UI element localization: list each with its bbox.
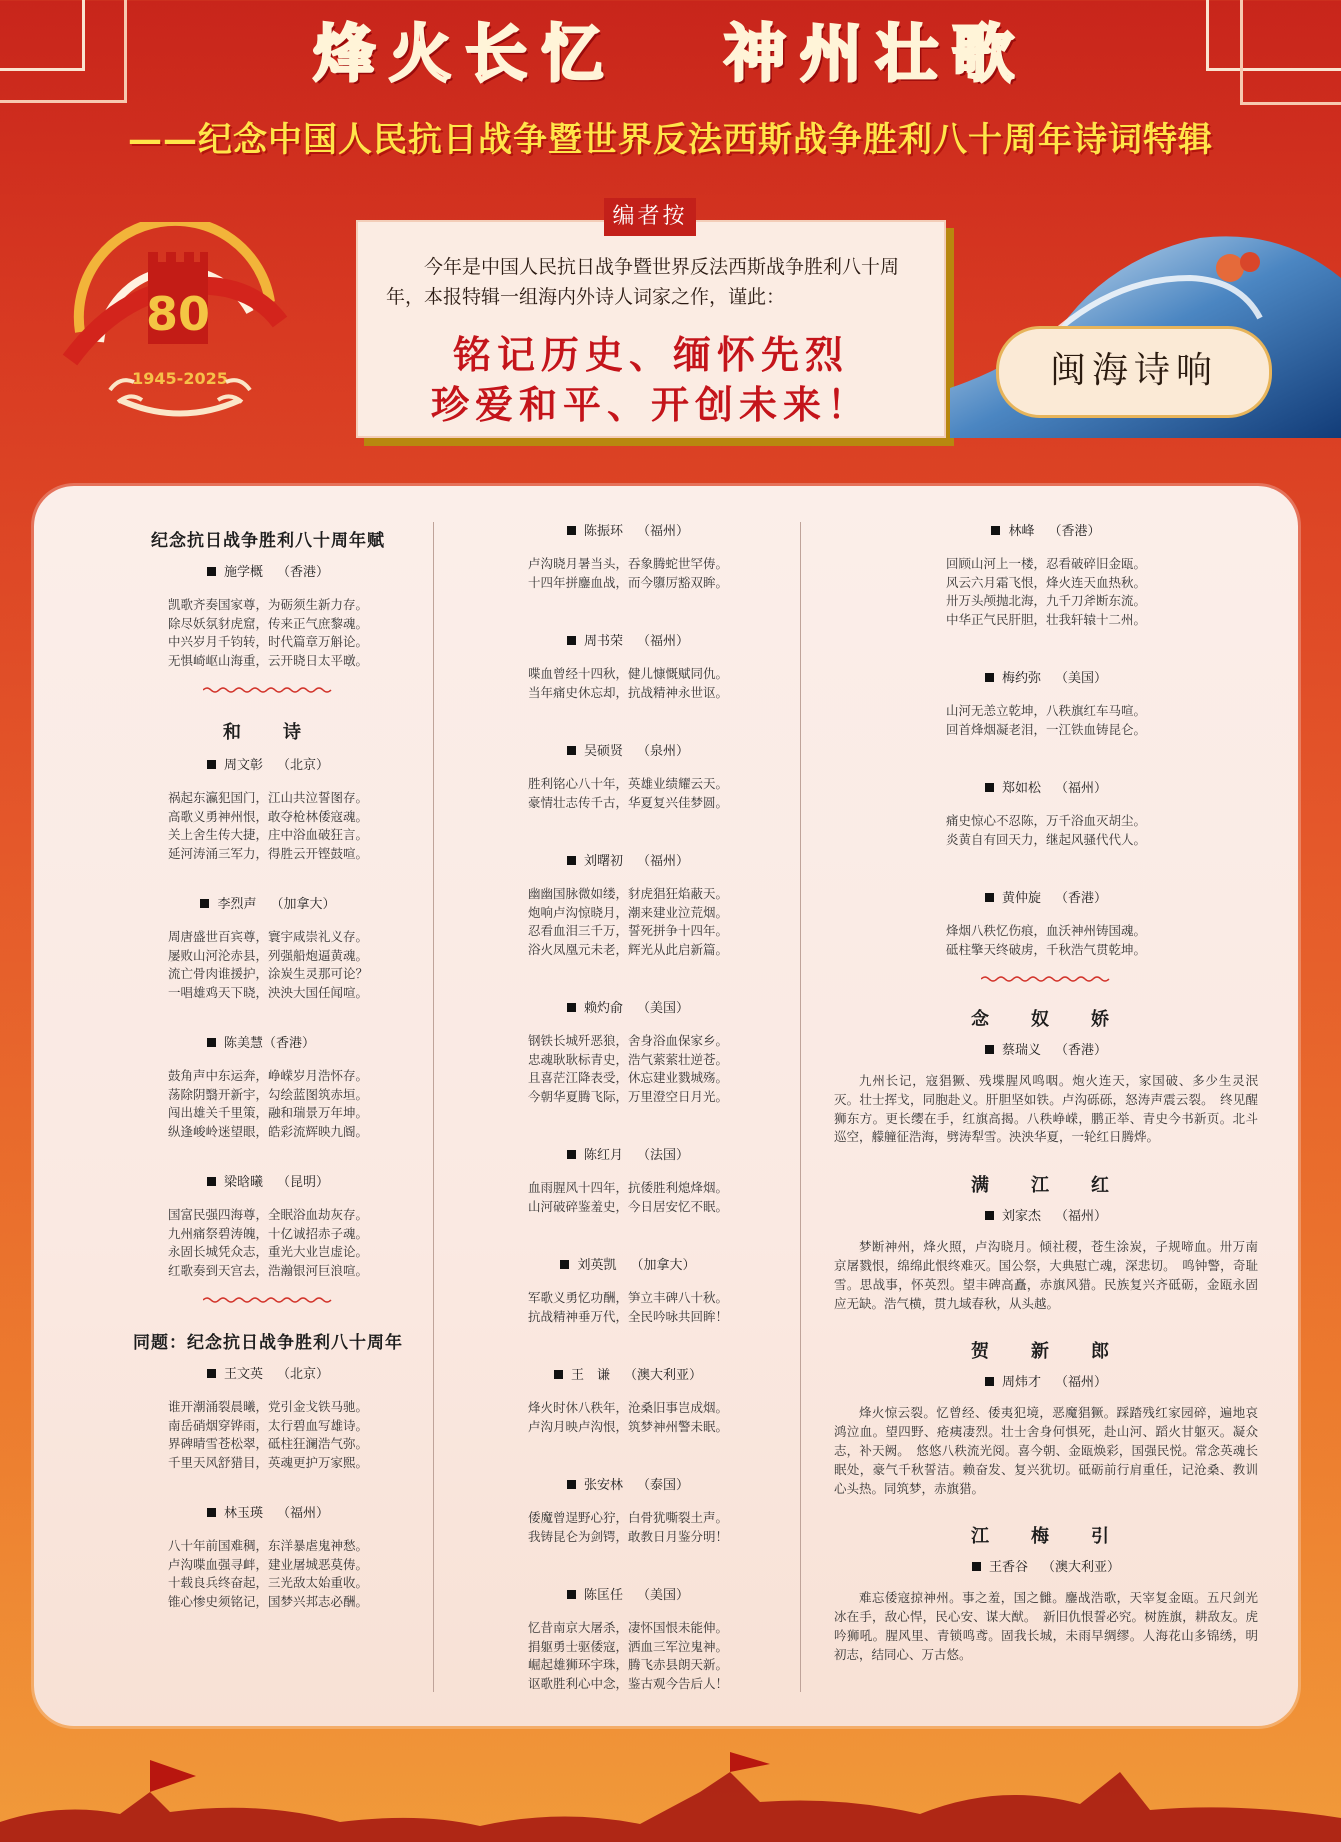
- poem-line: 回顾山河上一楼，忍看破碎旧金瓯。: [945, 556, 1146, 571]
- poem-line: 砥柱擎天终破虏，千秋浩气贯乾坤。: [945, 941, 1146, 957]
- anniversary-logo: [60, 222, 300, 432]
- poem-author: 王香谷 （澳大利亚）: [834, 1556, 1258, 1575]
- poem-line: 军歌义勇忆功酬，笋立丰碑八十秋。: [527, 1290, 728, 1305]
- poem-line: 今朝华夏腾飞际，万里澄空日月光。: [527, 1088, 728, 1104]
- poem-line: 幽幽国脉微如缕，豺虎猖狂焰蔽天。: [527, 886, 728, 901]
- poem-line: 千里天风舒猎目，英魂更护万家熙。: [167, 1454, 368, 1470]
- column-divider-2: [800, 522, 801, 1692]
- poem-line: 无惧崎岖山海重，云开晓日太平暾。: [167, 652, 368, 668]
- poem-author: 梁晗曦 （昆明）: [118, 1171, 418, 1190]
- poem-author: 赖灼俞 （美国）: [478, 997, 778, 1016]
- column-1: [118, 526, 418, 1611]
- poem-line: 山河无恙立乾坤，八秩旗红车马喧。: [945, 703, 1146, 718]
- poem-author: 陈匡任 （美国）: [478, 1584, 778, 1603]
- poem-line: 中华正气民肝胆，壮我轩辕十二州。: [945, 611, 1146, 627]
- poem-author: 黄仲旋 （香港）: [834, 887, 1258, 906]
- poem-line: 忆昔南京大屠杀，凄怀国恨未能伸。: [527, 1620, 728, 1635]
- poem-line: 鼓角声中东运奔，峥嵘岁月浩怀存。: [167, 1068, 368, 1083]
- poem-title: 满 江 红: [971, 1175, 1121, 1197]
- poem-title: 和 诗: [223, 722, 313, 743]
- poem-prose: 九州长记，寇猖獗、残堞腥风鸣咽。炮火连天，家国破、多少生灵泯灭。壮士挥戈，同胞赴义。肝胆坚如铁。卢沟砾砾，怒涛声震云裂。 终见醒狮东方。更长缨在手，红旗高揭。八秩峥嵘，鹏正举、青史今书新页。北斗巡空，艨艟征浩海，劈涛犁雪。泱泱华夏，一轮红日腾烨。: [834, 1073, 1258, 1145]
- poem-author: 陈振环 （福州）: [478, 520, 778, 539]
- poem-line: 除尽妖氛豺虎窟，传来正气庶黎魂。: [167, 615, 368, 631]
- poem-author: 刘曙初 （福州）: [478, 850, 778, 869]
- poem-author: 王文英 （北京）: [118, 1363, 418, 1382]
- poem-line: 钢铁长城歼恶狼，舍身浴血保家乡。: [527, 1033, 728, 1048]
- poem-line: 豪情壮志传千古，华夏复兴佳梦圆。: [527, 794, 728, 810]
- poem-author: 施学概 （香港）: [118, 561, 418, 580]
- poem-line: 卢沟晓月暑当头，吞象腾蛇世罕俦。: [527, 556, 728, 571]
- poem-line: 凯歌齐奏国家尊，为砺须生新力存。: [167, 597, 368, 612]
- editor-note-tag: 编者按: [604, 198, 696, 236]
- poem-line: 纵逢峻岭迷望眼，皓彩流辉映九阍。: [167, 1123, 368, 1139]
- poem-title: 同题：纪念抗日战争胜利八十周年: [133, 1333, 403, 1353]
- poem-line: 忍看血泪三千万，誓死拼争十四年。: [527, 923, 728, 938]
- poem-line: 炎黄自有回天力，继起风骚代代人。: [945, 831, 1146, 847]
- poem-line: 一唱雄鸡天下晓，泱泱大国任闻喧。: [167, 984, 368, 1000]
- logo-number: 80: [145, 287, 211, 341]
- poem-line: 炮响卢沟惊晓月，潮来建业泣荒烟。: [527, 904, 728, 920]
- poem-line: 卢沟喋血强寻衅，建业屠城恶莫俦。: [167, 1556, 368, 1572]
- column-2: [478, 520, 778, 1693]
- poem-line: 九州痛祭碧涛魄，十亿诚招赤子魂。: [167, 1225, 368, 1241]
- poem-line: 痛史惊心不忍陈，万千浴血灭胡尘。: [945, 813, 1146, 828]
- poem-line: 红歌奏到天宫去，浩瀚银河巨浪喧。: [167, 1262, 368, 1278]
- poem-line: 忠魂耿耿标青史，浩气萦萦壮逆苍。: [527, 1051, 728, 1067]
- poem-line: 捐躯勇士驱倭寇，洒血三军泣鬼神。: [527, 1638, 728, 1654]
- poem-author: 陈美慧（香港）: [118, 1032, 418, 1051]
- poem-line: 卢沟月映卢沟恨，筑梦神州警未眠。: [527, 1418, 728, 1434]
- poem-author: 周炜才 （福州）: [834, 1371, 1258, 1390]
- wavy-divider: [203, 686, 333, 694]
- poem-line: 十四年拼鏖血战，而今隳厉豁双眸。: [527, 574, 728, 590]
- poem-title: 贺 新 郎: [971, 1341, 1121, 1363]
- poem-line: 锥心惨史须铭记，国梦兴邦志必酬。: [167, 1593, 368, 1609]
- poem-author: 林峰 （香港）: [834, 520, 1258, 539]
- column-divider-1: [433, 522, 434, 1692]
- poem-author: 张安林 （泰国）: [478, 1474, 778, 1493]
- motto-line2: 珍爱和平、开创未来！: [430, 382, 871, 427]
- poem-author: 梅约弥 （美国）: [834, 667, 1258, 686]
- poem-line: 关上舍生传大捷，庄中浴血破狂言。: [167, 827, 368, 842]
- poem-line: 烽烟八秩忆伤痕，血沃神州铸国魂。: [945, 923, 1146, 938]
- poem-line: 南岳硝烟穿铧雨，太行碧血写雄诗。: [167, 1417, 368, 1433]
- poem-line: 当年痛史休忘却，抗战精神永世讴。: [527, 684, 728, 700]
- poem-line: 且喜茫江降表受，休忘建业戮城殇。: [527, 1070, 728, 1085]
- poem-line: 屡败山河沦赤县，列强船炮逼黄魂。: [167, 947, 368, 963]
- editor-note-box: [356, 220, 946, 438]
- poem-line: 永固长城凭众志，重光大业岂虚论。: [167, 1244, 368, 1259]
- poem-author: 周文彰 （北京）: [118, 754, 418, 773]
- poem-author: 吴硕贤 （泉州）: [478, 740, 778, 759]
- poem-author: 周书荣 （福州）: [478, 630, 778, 649]
- poem-line: 周唐盛世百宾尊，寰宇咸崇礼义存。: [167, 929, 368, 944]
- column-badge: 闽海诗响: [996, 326, 1272, 418]
- poem-line: 喋血曾经十四秋，健儿慷慨赋同仇。: [527, 666, 728, 681]
- poem-author: 林玉瑛 （福州）: [118, 1502, 418, 1521]
- poem-line: 闯出雄关千里策，融和瑞景万年坤。: [167, 1105, 368, 1120]
- poem-author: 王 谦 （澳大利亚）: [478, 1364, 778, 1383]
- poem-line: 荡除阴翳开新宇，勾绘蓝图筑赤垣。: [167, 1086, 368, 1102]
- page-subtitle: ——纪念中国人民抗日战争暨世界反法西斯战争胜利八十周年诗词特辑: [128, 120, 1213, 160]
- poem-line: 浴火凤凰元未老，辉光从此启新篇。: [527, 941, 728, 957]
- poem-line: 界碑晴雪苍松翠，砥柱狂澜浩气弥。: [167, 1436, 368, 1451]
- poem-line: 八十年前国难稠，东洋暴虐鬼神愁。: [167, 1538, 368, 1553]
- page-title: [0, 4, 1341, 90]
- poem-line: 十载良兵终奋起，三光敌太始重收。: [167, 1575, 368, 1590]
- editor-note-text: 今年是中国人民抗日战争暨世界反法西斯战争胜利八十周年，本报特辑一组海内外诗人词家之作，谨此：: [386, 256, 900, 308]
- poem-line: 中兴岁月千钧转，时代篇章万斛论。: [167, 634, 368, 649]
- wavy-divider: [981, 975, 1111, 983]
- poem-line: 山河破碎鉴羞史，今日居安忆不眠。: [527, 1198, 728, 1214]
- poem-line: 胜利铭心八十年，英雄业绩耀云天。: [527, 776, 728, 791]
- poem-line: 崛起雄狮环宇珠，腾飞赤县朗天新。: [527, 1657, 728, 1672]
- poem-prose: 梦断神州，烽火照，卢沟晓月。倾社稷，苍生涂炭，子规啼血。卅万南京屠戮恨，绵绵此恨终难灭。国公祭，大典慰亡魂，深悲切。 鸣钟警，奇耻雪。思战事，怀英烈。望丰碑高矗，赤旗风猎。民族复兴齐砥砺，金瓯永固应无缺。浩气横，贯九域春秋，从头越。: [834, 1239, 1258, 1311]
- poem-author: 刘家杰 （福州）: [834, 1205, 1258, 1224]
- poem-line: 回首烽烟凝老泪，一江铁血铸昆仑。: [945, 721, 1146, 737]
- poem-line: 倭魔曾逞野心狞，白骨犹嘶裂土声。: [527, 1510, 728, 1525]
- poem-line: 祸起东瀛犯国门，江山共泣誓图存。: [167, 790, 368, 805]
- soldiers-silhouette: [0, 1752, 1341, 1842]
- motto-line1: 铭记历史、缅怀先烈: [452, 332, 849, 377]
- poem-line: 国富民强四海尊，全眠浴血劫灰存。: [167, 1207, 368, 1222]
- poem-author: 刘英凯 （加拿大）: [478, 1254, 778, 1273]
- poem-line: 风云六月霜飞恨，烽火连天血热秋。: [945, 574, 1146, 590]
- column-3: [834, 520, 1258, 1665]
- poem-prose: 难忘倭寇掠神州。事之羞，国之雠。鏖战浩歌，天宰复金瓯。五尺剑光冰在手，敌心悍，民心安、谋大猷。 新旧仇恨誓必究。树旌旗，耕敌友。虎吟狮吼。腥风里、青锁鸣鸢。固我长城，未雨早绸缪。人海花山多锦绣，明初志，结同心、万古悠。: [834, 1590, 1258, 1662]
- poem-title: 念 奴 娇: [971, 1009, 1121, 1030]
- poem-line: 我铸昆仑为剑锷，敢教日月鉴分明！: [527, 1528, 728, 1544]
- poem-title: 江 梅 引: [971, 1526, 1121, 1548]
- poem-line: 抗战精神垂万代，全民吟咏共回眸！: [527, 1308, 728, 1324]
- poem-line: 讴歌胜利心中念，鉴古观今告后人！: [527, 1675, 728, 1691]
- poem-line: 血雨腥风十四年，抗倭胜利熄烽烟。: [527, 1180, 728, 1195]
- poem-title: 纪念抗日战争胜利八十周年赋: [151, 531, 385, 551]
- poem-author: 蔡瑞义 （香港）: [834, 1039, 1258, 1058]
- logo-years: 1945-2025: [132, 369, 228, 388]
- poem-line: 延河涛涌三军力，得胜云开铿鼓喧。: [167, 845, 368, 861]
- title-part1: 烽火长忆: [313, 17, 618, 90]
- poem-author: 陈红月 （法国）: [478, 1144, 778, 1163]
- wavy-divider: [203, 1296, 333, 1304]
- poem-line: 卅万头颅抛北海，九千刀斧断东流。: [945, 593, 1146, 608]
- title-part2: 神州壮歌: [723, 17, 1028, 90]
- poem-line: 流亡骨肉谁援护，涂炭生灵那可论？: [167, 966, 368, 981]
- poem-prose: 烽火惊云裂。忆曾经、倭夷犯境，恶魔猖獗。踩踏残红家园碎，遍地哀鸿泣血。望四野、疮痍凄烈。壮士舍身何惧死，赴山河、蹈火甘躯灭。凝众志，补天阙。 悠悠八秩流光阅。喜今朝、金瓯焕彩，国强民悦。常念英魂长眠处，豪气千秋誓洁。赖奋发、复兴犹切。砥砺前行肩重任，记沧桑、教训心头热。同筑梦，赤旗猎。: [834, 1405, 1258, 1496]
- poem-line: 谁开潮涌裂晨曦，党引金戈铁马驰。: [167, 1399, 368, 1414]
- poem-author: 郑如松 （福州）: [834, 777, 1258, 796]
- poem-line: 高歌义勇神州恨，敢夺枪林倭寇魂。: [167, 808, 368, 824]
- poem-author: 李烈声 （加拿大）: [118, 893, 418, 912]
- poem-line: 烽火时休八秩年，沧桑旧事岂成烟。: [527, 1400, 728, 1415]
